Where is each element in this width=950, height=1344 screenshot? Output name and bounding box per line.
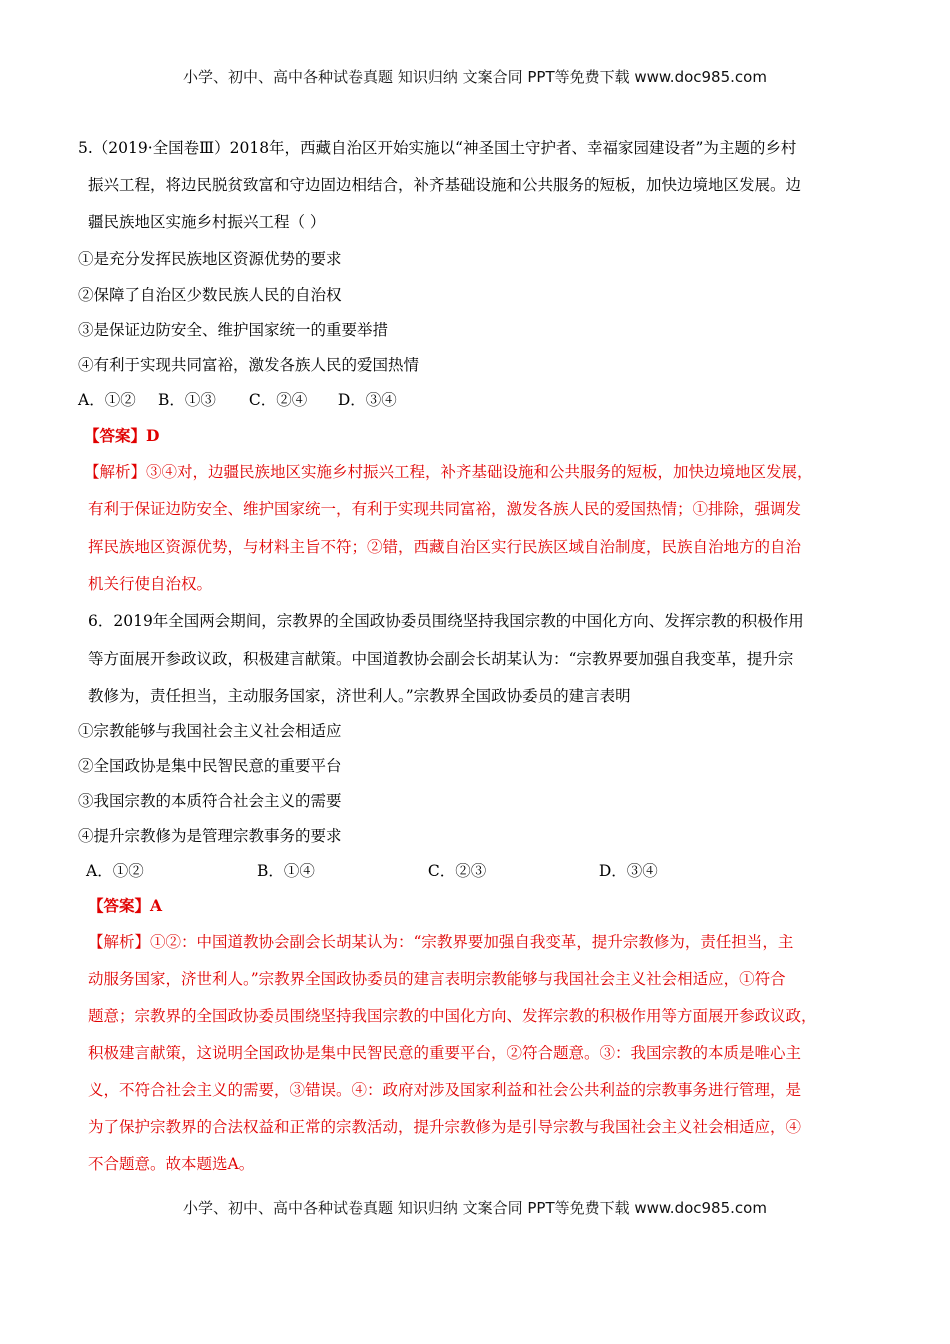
q5-item-3: ③是保证边防安全、维护国家统一的重要举措: [78, 321, 389, 339]
q5-analysis-line-3: 挥民族地区资源优势，与材料主旨不符；②错，西藏自治区实行民族区域自治制度，民族自治地方的自治: [88, 538, 802, 556]
page-header: 小学、初中、高中各种试卷真题 知识归纳 文案合同 PPT等免费下载 www.doc985.com: [183, 68, 767, 86]
q5-options: [78, 390, 397, 410]
q5-option-c: C．②④: [248, 391, 308, 409]
q6-stem-line-3: 教修为，责任担当，主动服务国家，济世利人。”宗教界全国政协委员的建言表明: [88, 687, 631, 705]
q6-options: [86, 861, 658, 881]
q6-analysis-line-4: 积极建言献策，这说明全国政协是集中民智民意的重要平台，②符合题意。③：我国宗教的本质是唯心主: [88, 1044, 802, 1062]
q6-option-b: B．①④: [256, 862, 315, 880]
q5-option-b: B．①③: [157, 391, 216, 409]
q6-item-2: ②全国政协是集中民智民意的重要平台: [78, 757, 342, 775]
q5-analysis-line-4: 机关行使自治权。: [88, 575, 213, 593]
q5-item-4: ④有利于实现共同富裕，激发各族人民的爱国热情: [78, 356, 420, 374]
q5-analysis-line-1: 【解析】③④对，边疆民族地区实施乡村振兴工程，补齐基础设施和公共服务的短板，加快边境地区发展，: [84, 463, 813, 481]
q5-stem-line-2: 振兴工程，将边民脱贫致富和守边固边相结合，补齐基础设施和公共服务的短板，加快边境地区发展。边: [88, 176, 802, 194]
q5-stem-line-3: 疆民族地区实施乡村振兴工程（ ）: [88, 213, 326, 231]
q5-analysis-line-2: 有利于保证边防安全、维护国家统一，有利于实现共同富裕，激发各族人民的爱国热情；①排除，强调发: [88, 500, 802, 518]
q5-option-d: D．③④: [337, 391, 397, 409]
q5-answer: 【答案】D: [84, 426, 160, 445]
q5-stem-line-1: 5.（2019·全国卷Ⅲ）2018年，西藏自治区开始实施以“神圣国土守护者、幸福家园建设者”为主题的乡村: [78, 139, 797, 157]
q6-answer: 【答案】A: [88, 896, 163, 915]
q6-item-4: ④提升宗教修为是管理宗教事务的要求: [78, 827, 342, 845]
q6-analysis-line-2: 动服务国家，济世利人。”宗教界全国政协委员的建言表明宗教能够与我国社会主义社会相适应，①符合: [88, 970, 786, 988]
q5-option-a: A．①②: [78, 391, 136, 409]
q6-analysis-line-7: 不合题意。故本题选A。: [88, 1155, 255, 1173]
q6-item-3: ③我国宗教的本质符合社会主义的需要: [78, 792, 342, 810]
q6-option-c: C．②③: [427, 862, 487, 880]
q6-analysis-line-5: 义，不符合社会主义的需要，③错误。④：政府对涉及国家利益和社会公共利益的宗教事务进行管理，是: [88, 1081, 802, 1099]
q5-item-1: ①是充分发挥民族地区资源优势的要求: [78, 250, 342, 268]
q6-analysis-line-3: 题意；宗教界的全国政协委员围绕坚持我国宗教的中国化方向、发挥宗教的积极作用等方面展开参政议政，: [88, 1007, 817, 1025]
q5-item-2: ②保障了自治区少数民族人民的自治权: [78, 286, 342, 304]
q6-stem-line-2: 等方面展开参政议政，积极建言献策。中国道教协会副会长胡某认为：“宗教界要加强自我变革，提升宗: [88, 650, 794, 668]
q6-option-d: D．③④: [598, 862, 658, 880]
q6-item-1: ①宗教能够与我国社会主义社会相适应: [78, 722, 342, 740]
q6-stem-line-1: 6．2019年全国两会期间，宗教界的全国政协委员围绕坚持我国宗教的中国化方向、发挥宗教的积极作用: [88, 612, 804, 630]
q6-analysis-line-6: 为了保护宗教界的合法权益和正常的宗教活动，提升宗教修为是引导宗教与我国社会主义社会相适应，④: [88, 1118, 802, 1136]
q6-option-a: A．①②: [86, 862, 144, 880]
page-footer: 小学、初中、高中各种试卷真题 知识归纳 文案合同 PPT等免费下载 www.doc985.com: [183, 1199, 767, 1217]
q6-analysis-line-1: 【解析】①②：中国道教协会副会长胡某认为：“宗教界要加强自我变革，提升宗教修为，责任担当，主: [88, 933, 794, 951]
